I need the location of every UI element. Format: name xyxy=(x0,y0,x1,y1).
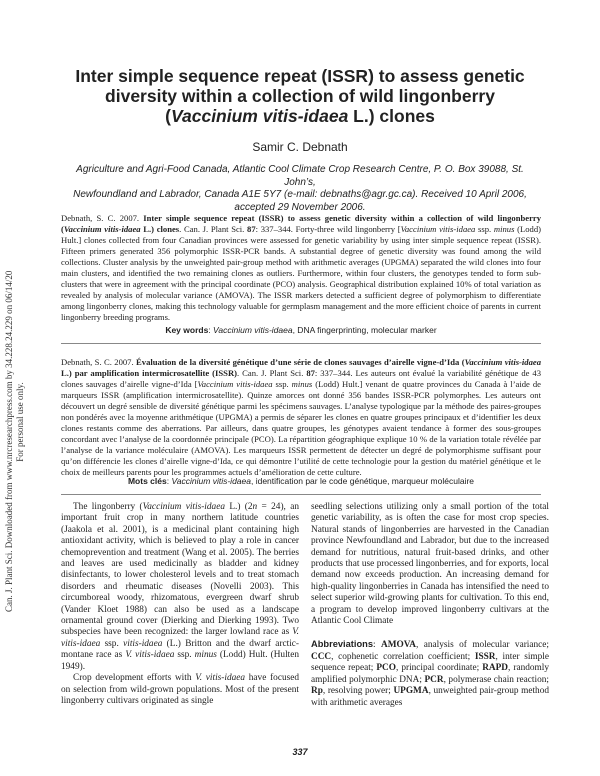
abbr-term: CCC xyxy=(311,651,332,662)
abbr-def: , resolving power; xyxy=(322,686,394,697)
abstract-fr-pages: : 337–344. xyxy=(314,368,356,378)
body-right-column xyxy=(311,502,549,709)
title-line-2: diversity within a collection of wild lingonberry xyxy=(105,86,495,106)
keywords-en-sep: : xyxy=(208,325,214,335)
title-suffix: L.) clones xyxy=(348,106,435,126)
p1-a: The lingonberry ( xyxy=(73,502,143,512)
keywords-english xyxy=(61,325,541,335)
keywords-fr-species: Vaccinium vitis-idaea xyxy=(171,476,251,486)
title-species: Vaccinium vitis-idaea xyxy=(170,106,349,126)
body-paragraph-3: seedling selections utilizing only a small portion of the total genetic variability, as is often the case for most crop species. Natural stands of lingonberries are harvested in the Canadian province Newfoundland and Labrador, but due to the increased demand for nutritious, natural fruit-based drinks, and other products that use processed lingonberries, and for exports, local demand now exceeds production. An increasing demand for high-quality lingonberries in Canada has intensified the need to select superior wild-growing plants for cultivation. To this end, a program to develop improved lingonberry cultivars at the Atlantic Cool Climate xyxy=(311,502,549,627)
keywords-fr-label: Mots clés xyxy=(127,476,167,486)
abstract-fr-title-a: Évaluation de la diversité génétique d’une série de clones sauvages d’airelle vigne-d’Ida ( xyxy=(136,357,465,367)
abbr-term: ISSR xyxy=(474,651,496,662)
p1-c: = 24), an important fruit crop in many northern latitude countries (Jaakola et al. 2001), is a medicinal plant containing high antioxidant activity, which is believed to play a role in cancer chemoprevention and treatment (Wang et al. 2005). The berries and leaves are used medicinally as bladder and kidney disinfectants, to lower cholesterol levels and to treat stomach disorders and rheumatic diseases (Novelli 2003). This circumboreal woody, rhizomatous, evergreen dwarf shrub (Vander Kloet 1988) can also be used as a landscape ornamental ground cover (Dierking and Dierking 1993). Two subspecies have been recognized: the larger lowland race as xyxy=(61,502,299,638)
abstract-en-title-a: Inter simple sequence repeat (ISSR) to assess genetic diversity within a collection of wild lingonberry ( xyxy=(61,213,542,234)
p2-a: Crop development efforts with xyxy=(73,673,196,684)
p1-d: ssp. xyxy=(100,638,124,649)
body-paragraph-1 xyxy=(61,502,299,673)
author-name: Samir C. Debnath xyxy=(252,140,348,154)
p2-species: V. vitis-idaea xyxy=(195,673,246,684)
p1-species: Vaccinium vitis-idaea xyxy=(142,502,225,512)
abbr-def: , polymerase chain reaction; xyxy=(443,674,549,685)
p1-b: L.) (2 xyxy=(224,502,253,512)
download-notice-line-1: Can. J. Plant Sci. Downloaded from www.nrcresearchpress.com by 34.228.24.229 on 06/14/20 xyxy=(4,270,14,612)
affiliation xyxy=(62,164,538,214)
keywords-en-species: Vaccinium vitis-idaea xyxy=(213,325,293,335)
abbr-def: , principal coordinate; xyxy=(396,663,483,674)
abstract-en-title-species: Vaccinium vitis-idaea xyxy=(63,224,141,234)
abbr-term: Rp xyxy=(311,686,323,697)
download-notice-line-2: For personal use only. xyxy=(15,382,25,462)
p1-minus: minus xyxy=(194,650,217,661)
abbr-term: PCR xyxy=(424,674,444,685)
keywords-en-label: Key words xyxy=(165,325,209,335)
paper-title xyxy=(60,66,540,126)
abbr-def: , cophenetic correlation coefficient; xyxy=(331,651,475,662)
abstract-fr-citation: Debnath, S. C. 2007. xyxy=(61,357,137,367)
abbreviations: Abbreviations: AMOVA, analysis of molecular variance; CCC, cophenetic correlation coefficient; ISSR, inter simple sequence repeat; PCO, principal coordinate; RAPD, randomly amplified polymorphic DNA; PCR, polymerase chain reaction; Rp, resolving power; UPGMA, unweighted pair-group method with arithmetic averages xyxy=(311,639,549,708)
affiliation-line-2: Newfoundland and Labrador, Canada A1E 5Y7 (e-mail: debnaths@agr.gc.ca). Received 10 April 2006, xyxy=(73,189,527,200)
abbr-term: PCO xyxy=(376,663,396,674)
abstract-fr-journal: . Can. J. Plant Sci. xyxy=(237,368,307,378)
affiliation-line-1: Agriculture and Agri-Food Canada, Atlantic Cool Climate Crop Research Centre, P. O. Box 39088, St. John’s, xyxy=(76,164,524,188)
abbr-term: AMOVA xyxy=(381,640,416,651)
divider-rule xyxy=(61,343,541,344)
abstract-en-title-b: L.) clones xyxy=(140,224,180,234)
p1-vv3: V. vitis-idaea xyxy=(125,650,175,661)
page-number: 337 xyxy=(292,747,308,757)
abbr-def: , analysis of molecular variance; xyxy=(415,640,549,651)
p1-n: n xyxy=(252,502,258,512)
abstract-en-body-minus: minus xyxy=(493,224,515,234)
affiliation-line-3: accepted 29 November 2006. xyxy=(234,201,366,213)
keywords-fr-sep: : xyxy=(166,476,172,486)
abstract-fr-volume: 87 xyxy=(306,368,315,378)
abstract-fr-body-a: Les auteurs ont évalué la variabilité génétique de 43 clones sauvages d’airelle vigne-d’Ida [ xyxy=(61,368,542,389)
body-left-column xyxy=(61,502,299,707)
abstract-fr-body-c: (Lodd) Hult.] venant de quatre provinces du Canada à l’aide de marqueurs ISSR (amplification intermicrosatellite). Quinze amorces ont donné 356 bandes ISSR-PCR polymorphes. Les auteurs ont découvert un degré sensible de diversité génétique parmi les spécimens sauvages. L’analyse typologique par la méthode des paires-groupes non pondérés avec la moyenne arithmétique (UPGMA) a permis de séparer les clones en quatre groupes principaux et d’identifier les deux clones restants comme des aberrations. Par ailleurs, dans quatre groupes, les génotypes avaient tendance à former des sous-groupes concordant avec l’analyse de la coordonnée principale (PCO). La répartition géographique explique 10 % de la variation totale révélée par l’analyse de la variance moléculaire (AMOVA). Les marqueurs ISSR permettent de détecter un degré de polymorphisme suffisant pour qu’on différencie les clones d’airelle vigne-d’Ida, ce qui démontre l’utilité de cette technologie pour la gestion du matériel génétique et le choix de meilleurs parents pour les programmes actuels d’amélioration de cette culture. xyxy=(61,379,541,477)
abbr-term: UPGMA xyxy=(393,686,429,697)
abstract-fr-body-minus: minus xyxy=(291,379,313,389)
p1-vv1: V. vitis-idaea xyxy=(61,627,299,649)
abstract-french xyxy=(61,357,541,478)
abbr-def: , randomly amplified polymorphic DNA; xyxy=(311,663,549,685)
keywords-fr-rest: , identification par le code génétique, marqueur moléculaire xyxy=(250,476,475,486)
abstract-en-pages: : 337–344. xyxy=(255,224,296,234)
abbr-term: RAPD xyxy=(482,663,509,674)
body-paragraph-2 xyxy=(61,673,299,707)
title-line-3 xyxy=(60,106,540,126)
p1-vv2: vitis-idaea xyxy=(123,638,163,649)
abstract-en-body-species: Vaccinium vitis-idaea xyxy=(400,224,476,234)
abstract-fr-title-species: Vaccinium vitis-idaea xyxy=(464,357,541,367)
keywords-french xyxy=(61,476,541,486)
keywords-en-rest: , DNA fingerprinting, molecular marker xyxy=(292,325,437,335)
abbreviations-heading: Abbreviations xyxy=(311,639,373,650)
abstract-en-body-b: ssp. xyxy=(475,224,494,234)
abstract-fr-body-species: Vaccinium vitis-idaea xyxy=(197,379,273,389)
p1-f: ssp. xyxy=(174,650,195,661)
title-line-1: Inter simple sequence repeat (ISSR) to assess genetic xyxy=(75,66,525,86)
abstract-en-body-a: Forty-three wild lingonberry [ xyxy=(295,224,401,234)
title-paren: ( xyxy=(165,106,171,126)
abbr-def: , inter simple sequence repeat; xyxy=(311,651,549,674)
abstract-en-volume: 87 xyxy=(247,224,256,234)
abstract-fr-body-b: ssp. xyxy=(272,379,292,389)
p1-e: (L.) Britton and the dwarf arctic-montane race as xyxy=(61,638,300,661)
abstract-en-body-c: (Lodd) Hult.] clones collected from four Canadian provinces were assessed for genetic variability by using inter simple sequence repeat (ISSR). Fifteen primers generated 356 polymorphic ISSR-PCR bands. A substantial degree of genetic diversity was found among the wild collections. Cluster analysis by the unweighted pair-group method with arithmetic averages (UPGMA) separated the wild clones into four main clusters, and identified the two remaining clones as outliers. Furthermore, within four clusters, the genotypes tended to form sub-clusters that were in agreement with the principal coordinate (PCO) analysis. Geographical distribution explained 10% of total variation as revealed by analysis of molecular variance (AMOVA). The ISSR markers detected a sufficient degree of polymorphism to differentiate among lingonberry clones, making this technology valuable for germplasm management and the more efficient choice of parents in current lingonberry breeding programs. xyxy=(61,224,541,322)
abstract-en-citation: Debnath, S. C. 2007. xyxy=(61,213,144,223)
download-notice xyxy=(4,232,28,612)
p2-b: have focused on selection from wild-grown populations. Most of the present lingonberry cultivars originated as single xyxy=(61,673,299,706)
abstract-english xyxy=(61,213,541,323)
abstract-fr-title-b: L.) par amplification intermicrosatellite (ISSR) xyxy=(61,368,238,378)
abbr-def: , unweighted pair-group method with arithmetic averages xyxy=(311,686,549,708)
abstract-en-journal: . Can. J. Plant Sci. xyxy=(179,224,248,234)
divider-rule-2 xyxy=(61,494,541,495)
p1-g: (Lodd) Hult. (Hulten 1949). xyxy=(61,650,300,672)
